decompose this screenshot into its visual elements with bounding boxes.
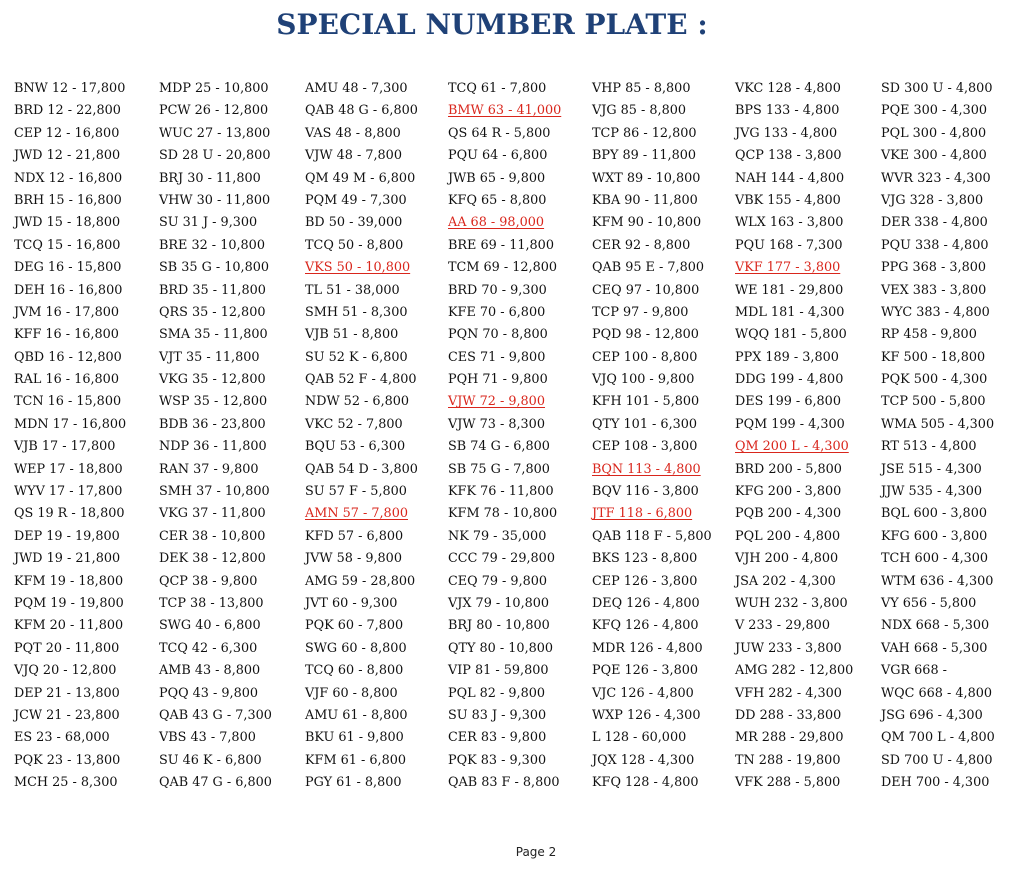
plate-entry-highlighted: VKS 50 - 10,800 [305,260,411,276]
plate-entry: WLX 163 - 3,800 [735,215,844,231]
plate-entry: DEQ 126 - 4,800 [592,595,700,611]
plate-entry: TCM 69 - 12,800 [448,260,558,276]
plate-entry: VKC 128 - 4,800 [735,81,841,96]
plate-entry: WUC 27 - 13,800 [159,125,271,141]
plate-entry: VKG 35 - 12,800 [159,372,266,388]
plate-entry: KFM 20 - 11,800 [14,618,124,634]
plate-entry: VY 656 - 5,800 [881,595,977,611]
plate-entry: JCW 21 - 23,800 [14,707,120,723]
plate-entry: QTY 101 - 6,300 [592,416,698,432]
plate-entry: CER 38 - 10,800 [159,528,266,544]
plate-entry: BRE 32 - 10,800 [159,237,265,253]
plate-entry: KFM 19 - 18,800 [14,573,124,589]
plate-entry: SB 75 G - 7,800 [448,461,550,477]
plate-entry: BQL 600 - 3,800 [881,506,987,522]
plate-entry: DEG 16 - 15,800 [14,260,122,276]
plate-entry: DEP 21 - 13,800 [14,685,120,701]
plate-entry: WMA 505 - 4,300 [881,416,995,432]
plate-entry: KFH 101 - 5,800 [592,394,700,410]
plate-entry: SU 52 K - 6,800 [305,349,408,365]
plate-entry: QRS 35 - 12,800 [159,304,266,320]
plate-entry: PQE 126 - 3,800 [592,663,699,679]
plate-entry: BDB 36 - 23,800 [159,416,266,432]
plate-entry: MDP 25 - 10,800 [159,81,269,96]
plate-entry: SMA 35 - 11,800 [159,327,268,343]
plate-entry: NAH 144 - 4,800 [735,170,845,186]
plate-entry: JJW 535 - 4,300 [881,484,983,500]
plate-entry: WYV 17 - 17,800 [14,484,123,500]
plate-entry: DEH 700 - 4,300 [881,775,990,791]
plate-entry: PQE 300 - 4,300 [881,103,988,119]
plate-entry: RP 458 - 9,800 [881,327,977,343]
plate-entry: CEP 126 - 3,800 [592,573,698,589]
plate-entry: DEK 38 - 12,800 [159,551,266,567]
plate-entry: VJQ 100 - 9,800 [592,372,695,388]
plate-column [881,78,1024,795]
plate-entry: DES 199 - 6,800 [735,394,841,410]
plate-entry: CER 83 - 9,800 [448,730,547,746]
plate-entry: L 128 - 60,000 [592,730,687,746]
plate-entry: RAN 37 - 9,800 [159,461,259,477]
plate-entry: BRH 15 - 16,800 [14,192,122,208]
plate-entry: SU 46 K - 6,800 [159,752,262,768]
plate-entry: QAB 54 D - 3,800 [305,461,418,477]
plate-entry: CEP 108 - 3,800 [592,439,698,455]
plate-entry: BRD 35 - 11,800 [159,282,266,298]
plate-entry: PPG 368 - 3,800 [881,260,987,276]
plate-entry: JVM 16 - 17,800 [14,304,120,320]
plate-entry: KFK 76 - 11,800 [448,484,554,500]
plate-entry: NK 79 - 35,000 [448,528,547,544]
plate-entry: SD 300 U - 4,800 [881,81,993,96]
plate-entry: PQL 200 - 4,800 [735,528,841,544]
plate-entry: BRD 12 - 22,800 [14,103,121,119]
plate-entry: KFF 16 - 16,800 [14,327,119,343]
plate-entry: AMB 43 - 8,800 [159,663,261,679]
plate-entry: QAB 95 E - 7,800 [592,260,704,276]
plate-entry: KFQ 126 - 4,800 [592,618,699,634]
plate-entry: CER 92 - 8,800 [592,237,691,253]
plate-entry: VKG 37 - 11,800 [159,506,266,522]
plate-entry: KFE 70 - 6,800 [448,304,546,320]
plate-entry: SU 57 F - 5,800 [305,484,407,500]
plate-entry: PQT 20 - 11,800 [14,640,120,656]
plate-entry: PQL 300 - 4,800 [881,125,987,141]
plate-entry: VJQ 20 - 12,800 [14,663,117,679]
plate-entry: TCP 38 - 13,800 [159,595,264,611]
plate-entry: QBD 16 - 12,800 [14,349,122,365]
plate-entry: AMG 282 - 12,800 [735,663,854,679]
plate-entry-highlighted: BQN 113 - 4,800 [592,461,701,477]
plate-entry: JWB 65 - 9,800 [448,170,546,186]
plate-entry: QAB 48 G - 6,800 [305,103,418,119]
plate-entry: PQM 19 - 19,800 [14,595,124,611]
plate-entry: KBA 90 - 11,800 [592,192,698,208]
plate-entry: DEP 19 - 19,800 [14,528,120,544]
plate-entry: VJW 48 - 7,800 [305,148,402,164]
page-title: SPECIAL NUMBER PLATE : [276,8,708,41]
plate-entry: NDW 52 - 6,800 [305,394,410,410]
plate-entry: BD 50 - 39,000 [305,215,403,231]
plate-entry: WYC 383 - 4,800 [881,304,990,320]
plate-entry: DER 338 - 4,800 [881,215,988,231]
plate-entry: TL 51 - 38,000 [305,282,400,298]
plate-entry: WQC 668 - 4,800 [881,685,993,701]
plate-entry: VKE 300 - 4,800 [881,148,987,164]
plate-entry: SB 35 G - 10,800 [159,260,270,276]
plate-entry: MR 288 - 29,800 [735,730,844,746]
plate-entry: WXT 89 - 10,800 [592,170,701,186]
plate-entry: JSG 696 - 4,300 [881,707,983,723]
plate-entry-highlighted: JTF 118 - 6,800 [592,506,693,522]
plate-entry-highlighted: QM 200 L - 4,300 [735,439,849,455]
plate-entry: PQK 60 - 7,800 [305,618,404,634]
plate-entry: PQU 338 - 4,800 [881,237,989,253]
plate-entry: BPS 133 - 4,800 [735,103,840,119]
plate-entry: SMH 51 - 8,300 [305,304,408,320]
plate-entry-highlighted: VKF 177 - 3,800 [735,260,841,276]
plate-entry: MDL 181 - 4,300 [735,304,845,320]
plate-entry: KF 500 - 18,800 [881,349,986,365]
plate-entry-highlighted: AMN 57 - 7,800 [305,506,408,522]
plate-entry: VHW 30 - 11,800 [159,192,271,208]
plate-entry: PQN 70 - 8,800 [448,327,548,343]
plate-entry: JSA 202 - 4,300 [735,573,836,589]
plate-entry: KFG 200 - 3,800 [735,484,842,500]
plate-entry: QAB 43 G - 7,300 [159,707,272,723]
plate-entry: PQM 49 - 7,300 [305,192,407,208]
plate-entry: SB 74 G - 6,800 [448,439,550,455]
plate-entry: AMG 59 - 28,800 [305,573,416,589]
plate-entry: SD 700 U - 4,800 [881,752,993,768]
plate-entry: WVR 323 - 4,300 [881,170,991,186]
plate-entry: VIP 81 - 59,800 [448,663,549,679]
plate-column [159,78,304,795]
plate-entry: BKS 123 - 8,800 [592,551,698,567]
plate-entry: AMU 61 - 8,800 [305,707,408,723]
plate-entry: QM 49 M - 6,800 [305,170,416,186]
plate-entry: DEH 16 - 16,800 [14,282,123,298]
plate-entry: QM 700 L - 4,800 [881,730,995,746]
plate-entry: SU 31 J - 9,300 [159,215,258,231]
plate-entry: VJB 17 - 17,800 [14,439,116,455]
plate-entry: PGY 61 - 8,800 [305,775,402,791]
plate-entry: WE 181 - 29,800 [735,282,844,298]
plate-entry: WQQ 181 - 5,800 [735,327,847,343]
plate-entry: VJG 328 - 3,800 [881,192,984,208]
plate-entry: PQM 199 - 4,300 [735,416,845,432]
plate-entry: KFM 78 - 10,800 [448,506,558,522]
plate-entry: JVG 133 - 4,800 [735,125,838,141]
plate-entry: KFQ 65 - 8,800 [448,192,547,208]
plate-entry: TCP 97 - 9,800 [592,304,689,320]
plate-entry: VEX 383 - 3,800 [881,282,987,298]
plate-entry: TCQ 61 - 7,800 [448,81,547,96]
plate-entry: JVW 58 - 9,800 [305,551,402,567]
plate-entry: JQX 128 - 4,300 [592,752,695,768]
plate-entry: NDP 36 - 11,800 [159,439,267,455]
plate-entry: VJW 73 - 8,300 [448,416,545,432]
plate-column [305,78,450,795]
plate-entry: KFM 61 - 6,800 [305,752,406,768]
plate-entry: VJG 85 - 8,800 [592,103,687,119]
plate-entry: TCP 86 - 12,800 [592,125,697,141]
plate-entry: QS 19 R - 18,800 [14,506,125,522]
plate-entry: QAB 52 F - 4,800 [305,372,417,388]
plate-entry: BRD 70 - 9,300 [448,282,547,298]
plate-entry: CEQ 79 - 9,800 [448,573,548,589]
plate-entry: PQD 98 - 12,800 [592,327,699,343]
plate-entry: WTM 636 - 4,300 [881,573,994,589]
plate-entry: JWD 12 - 21,800 [14,148,121,164]
plate-entry: KFM 90 - 10,800 [592,215,702,231]
plate-entry: CCC 79 - 29,800 [448,551,555,567]
plate-entry: KFG 600 - 3,800 [881,528,988,544]
plate-entry: TCQ 50 - 8,800 [305,237,404,253]
plate-entry: JSE 515 - 4,300 [881,461,982,477]
plate-entry-highlighted: VJW 72 - 9,800 [448,394,545,410]
plate-entry: PQQ 43 - 9,800 [159,685,259,701]
plate-entry: VBK 155 - 4,800 [735,192,841,208]
plate-entry: PQK 500 - 4,300 [881,372,988,388]
plate-entry: CES 71 - 9,800 [448,349,546,365]
plate-entry: WXP 126 - 4,300 [592,707,701,723]
plate-entry: QAB 118 F - 5,800 [592,528,712,544]
plate-entry: SWG 40 - 6,800 [159,618,261,634]
plate-entry: QAB 83 F - 8,800 [448,775,560,791]
plate-entry: BPY 89 - 11,800 [592,148,697,164]
plate-entry: TCQ 60 - 8,800 [305,663,404,679]
plate-entry: VJF 60 - 8,800 [305,685,398,701]
plate-entry: SWG 60 - 8,800 [305,640,407,656]
plate-entry: DD 288 - 33,800 [735,707,842,723]
plate-entry: BRJ 80 - 10,800 [448,618,550,634]
plate-entry: AMU 48 - 7,300 [305,81,408,96]
plate-entry: JWD 19 - 21,800 [14,551,121,567]
plate-entry: RT 513 - 4,800 [881,439,977,455]
plate-entry: CEQ 97 - 10,800 [592,282,700,298]
plate-entry: VGR 668 - [881,663,947,679]
plate-entry: CEP 12 - 16,800 [14,125,120,141]
plate-entry: QCP 138 - 3,800 [735,148,842,164]
plate-entry: VKC 52 - 7,800 [305,416,403,432]
plate-entry: NDX 668 - 5,300 [881,618,990,634]
plate-entry: PPX 189 - 3,800 [735,349,839,365]
plate-entry: VJB 51 - 8,800 [305,327,399,343]
plate-entry: WUH 232 - 3,800 [735,595,848,611]
plate-entry: MCH 25 - 8,300 [14,775,118,791]
plate-entry: QS 64 R - 5,800 [448,125,551,141]
plate-column [448,78,593,795]
plate-entry: VJH 200 - 4,800 [735,551,839,567]
plate-entry: CEP 100 - 8,800 [592,349,698,365]
plate-entry: BQV 116 - 3,800 [592,484,699,500]
plate-entry: VAH 668 - 5,300 [881,640,988,656]
plate-entry: MDR 126 - 4,800 [592,640,703,656]
plate-column [14,78,159,795]
plate-entry: VFH 282 - 4,300 [735,685,842,701]
plate-entry: V 233 - 29,800 [735,618,830,634]
plate-entry: VJX 79 - 10,800 [448,595,550,611]
plate-entry: PQH 71 - 9,800 [448,372,548,388]
plate-entry: PQK 83 - 9,300 [448,752,547,768]
plate-entry: VJC 126 - 4,800 [592,685,694,701]
plate-entry: VHP 85 - 8,800 [592,81,691,96]
plate-entry: WEP 17 - 18,800 [14,461,123,477]
plate-entry-highlighted: AA 68 - 98,000 [448,215,545,231]
plate-entry: PCW 26 - 12,800 [159,103,269,119]
plate-entry: BNW 12 - 17,800 [14,81,126,96]
plate-entry: SMH 37 - 10,800 [159,484,270,500]
plate-entry: JWD 15 - 18,800 [14,215,121,231]
plate-entry: PQL 82 - 9,800 [448,685,546,701]
plate-entry: ES 23 - 68,000 [14,730,110,746]
plate-entry: PQK 23 - 13,800 [14,752,121,768]
plate-entry: BRD 200 - 5,800 [735,461,842,477]
plate-column [735,78,880,795]
plate-entry: QAB 47 G - 6,800 [159,775,272,791]
plate-entry: JUW 233 - 3,800 [735,640,842,656]
plate-entry: VJT 35 - 11,800 [159,349,260,365]
plate-entry: PQB 200 - 4,300 [735,506,842,522]
plate-entry: DDG 199 - 4,800 [735,372,844,388]
plate-entry: BRJ 30 - 11,800 [159,170,261,186]
plate-entry: BQU 53 - 6,300 [305,439,406,455]
plate-entry: TCH 600 - 4,300 [881,551,989,567]
plate-entry: QCP 38 - 9,800 [159,573,258,589]
plate-entry: TCQ 15 - 16,800 [14,237,121,253]
plate-entry: PQU 64 - 6,800 [448,148,548,164]
plate-entry: VBS 43 - 7,800 [159,730,256,746]
plate-entry: VFK 288 - 5,800 [735,775,841,791]
plate-entry: TN 288 - 19,800 [735,752,841,768]
plate-entry: VAS 48 - 8,800 [305,125,401,141]
plate-entry: BKU 61 - 9,800 [305,730,404,746]
plate-entry: NDX 12 - 16,800 [14,170,123,186]
plate-entry: QTY 80 - 10,800 [448,640,554,656]
plate-entry: SD 28 U - 20,800 [159,148,271,164]
plate-entry: SU 83 J - 9,300 [448,707,547,723]
plate-entry: KFQ 128 - 4,800 [592,775,699,791]
plate-entry: PQU 168 - 7,300 [735,237,843,253]
page-number: Page 2 [515,845,557,859]
plate-entry: RAL 16 - 16,800 [14,372,119,388]
plate-entry: TCP 500 - 5,800 [881,394,986,410]
plate-entry: TCN 16 - 15,800 [14,394,122,410]
plate-entry: TCQ 42 - 6,300 [159,640,258,656]
plate-entry: WSP 35 - 12,800 [159,394,268,410]
plate-entry: JVT 60 - 9,300 [305,595,398,611]
plate-column [592,78,737,795]
plate-entry: BRE 69 - 11,800 [448,237,554,253]
plate-entry: MDN 17 - 16,800 [14,416,127,432]
plate-entry: KFD 57 - 6,800 [305,528,404,544]
plate-entry-highlighted: BMW 63 - 41,000 [448,103,562,119]
